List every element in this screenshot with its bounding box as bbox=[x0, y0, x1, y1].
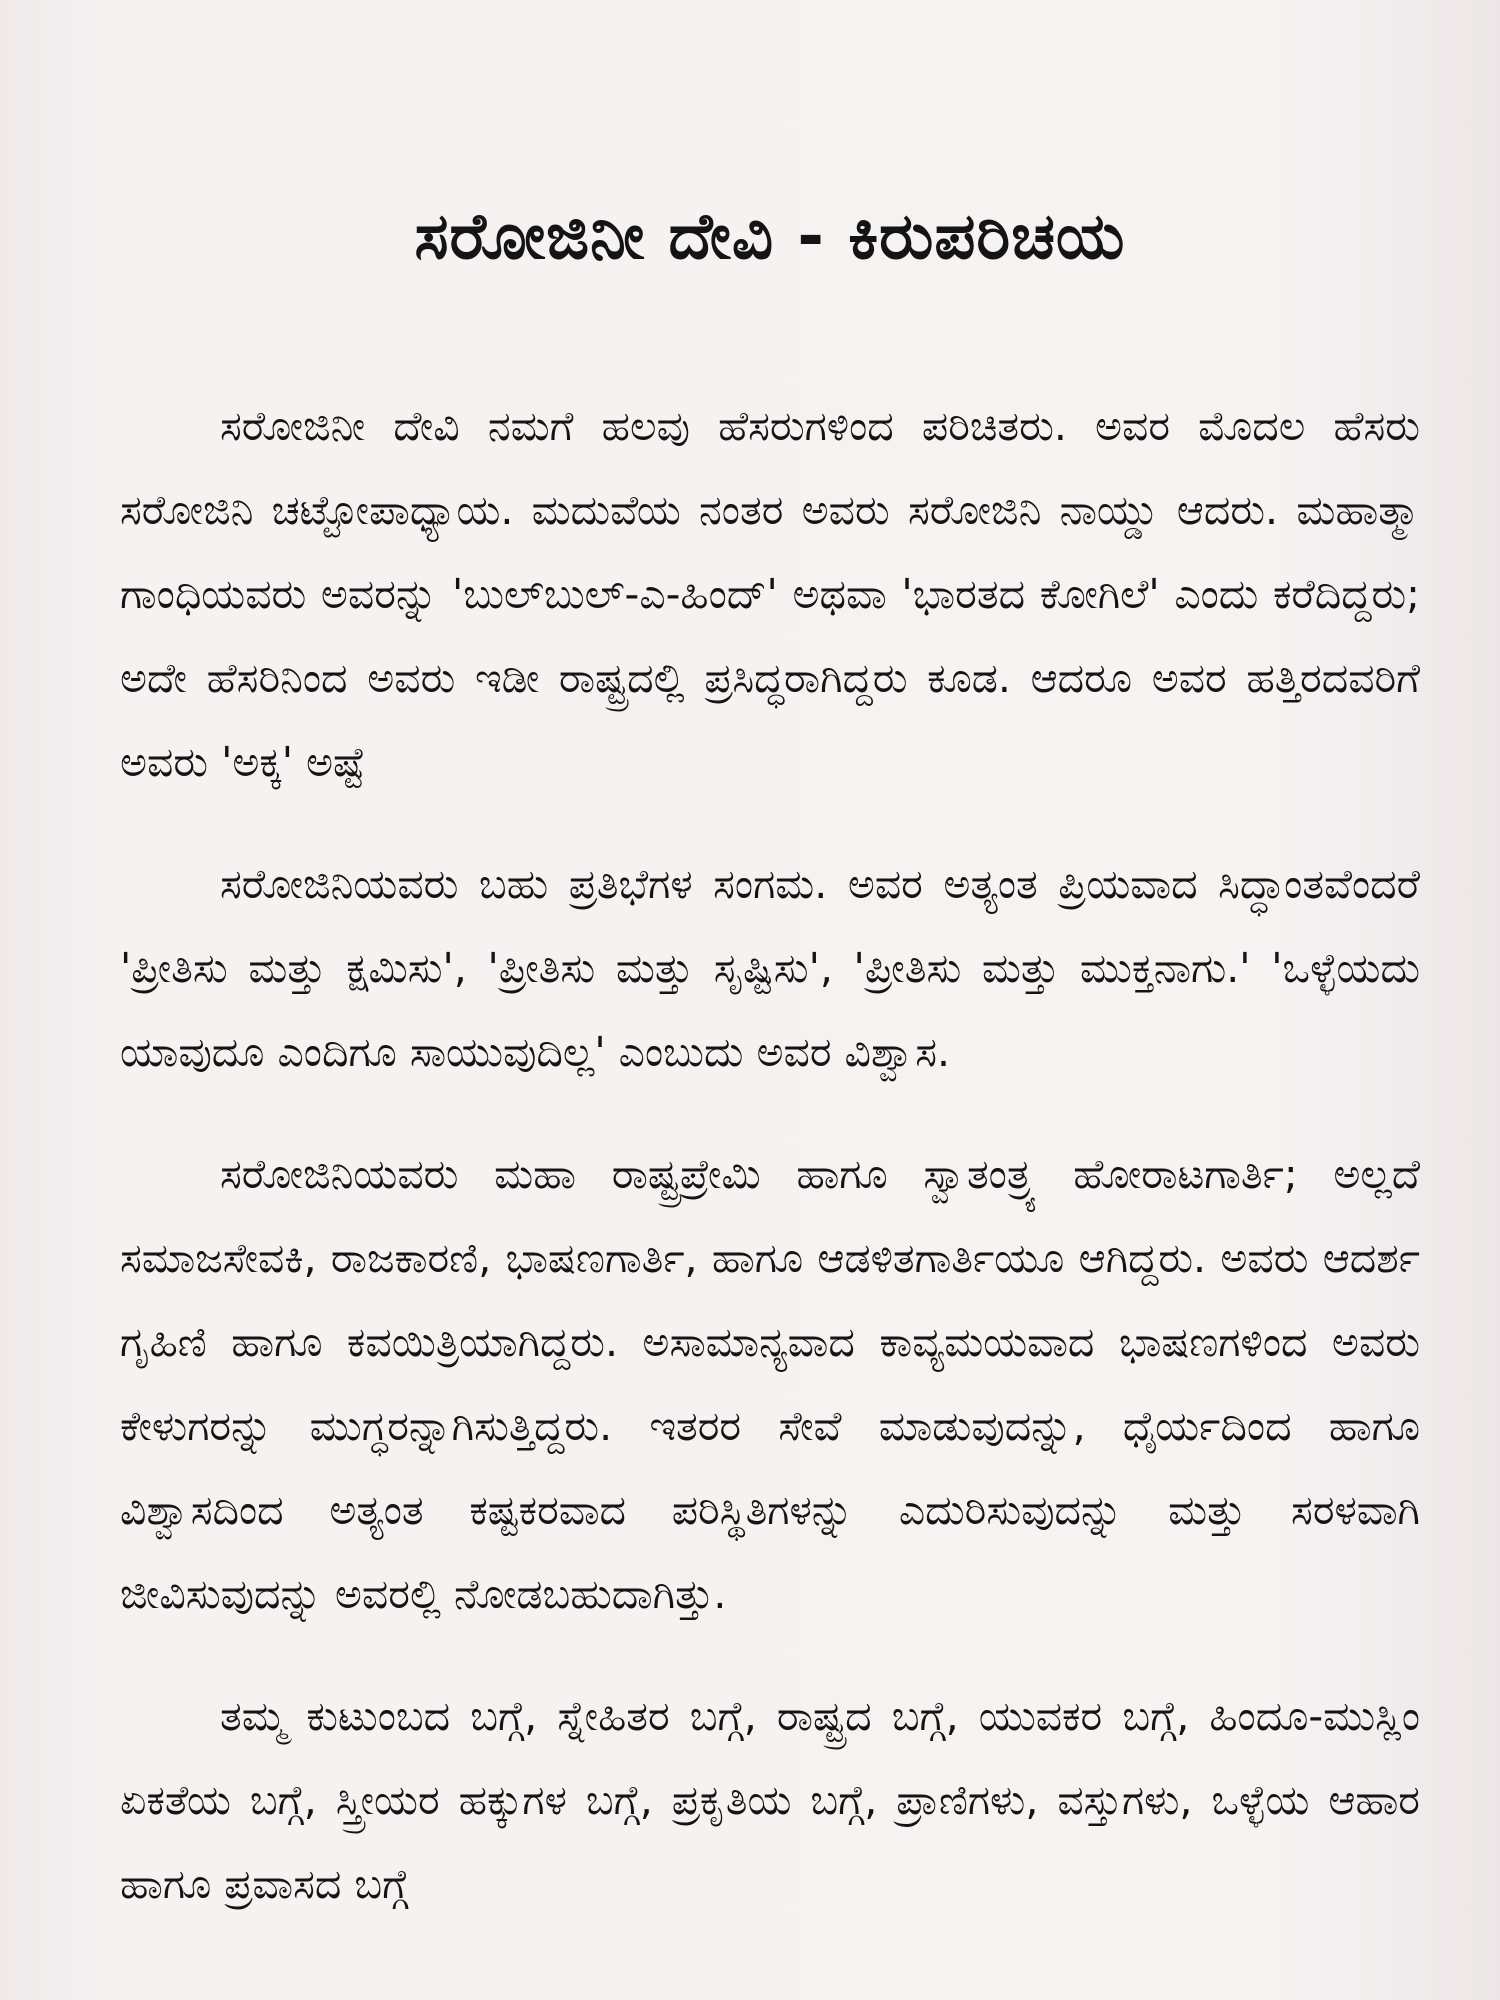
page-title: ಸರೋಜಿನೀ ದೇವಿ - ಕಿರುಪರಿಚಯ bbox=[414, 200, 1126, 274]
page-content bbox=[120, 200, 1420, 1964]
paragraph-patriot: ಸರೋಜಿನಿಯವರು ಮಹಾ ರಾಷ್ಟ್ರಪ್ರೇಮಿ ಹಾಗೂ ಸ್ವಾತಂತ್ರ್ಯ ಹೋರಾಟಗಾರ್ತಿ; ಅಲ್ಲದೆ ಸಮಾಜಸೇವಕಿ, ರಾಜಕಾರಣಿ, ಭಾಷಣಗಾರ್ತಿ, ಹಾಗೂ ಆಡಳಿತಗಾರ್ತಿಯೂ ಆಗಿದ್ದರು. ಅವರು ಆದರ್ಶ ಗೃಹಿಣಿ ಹಾಗೂ ಕವಯಿತ್ರಿಯಾಗಿದ್ದರು. ಅಸಾಮಾನ್ಯವಾದ ಕಾವ್ಯಮಯವಾದ ಭಾಷಣಗಳಿಂದ ಅವರು ಕೇಳುಗರನ್ನು ಮುಗ್ಧರನ್ನಾಗಿಸುತ್ತಿದ್ದರು. ಇತರರ ಸೇವೆ ಮಾಡುವುದನ್ನು, ಧೈರ್ಯದಿಂದ ಹಾಗೂ ವಿಶ್ವಾಸದಿಂದ ಅತ್ಯಂತ ಕಷ್ಟಕರವಾದ ಪರಿಸ್ಥಿತಿಗಳನ್ನು ಎದುರಿಸುವುದನ್ನು ಮತ್ತು ಸರಳವಾಗಿ ಜೀವಿಸುವುದನ್ನು ಅವರಲ್ಲಿ ನೋಡಬಹುದಾಗಿತ್ತು. bbox=[120, 1150, 1420, 1618]
paragraph-talents: ಸರೋಜಿನಿಯವರು ಬಹು ಪ್ರತಿಭೆಗಳ ಸಂಗಮ. ಅವರ ಅತ್ಯಂತ ಪ್ರಿಯವಾದ ಸಿದ್ಧಾಂತವೆಂದರೆ 'ಪ್ರೀತಿಸು ಮತ್ತು ಕ್ಷಮಿಸು', 'ಪ್ರೀತಿಸು ಮತ್ತು ಸೃಷ್ಟಿಸು', 'ಪ್ರೀತಿಸು ಮತ್ತು ಮುಕ್ತನಾಗು.' 'ಒಳ್ಳೆಯದು ಯಾವುದೂ ಎಂದಿಗೂ ಸಾಯುವುದಿಲ್ಲ' ಎಂಬುದು ಅವರ ವಿಶ್ವಾಸ. bbox=[120, 860, 1420, 1076]
paragraph-names: ಸರೋಜಿನೀ ದೇವಿ ನಮಗೆ ಹಲವು ಹೆಸರುಗಳಿಂದ ಪರಿಚಿತರು. ಅವರ ಮೊದಲ ಹೆಸರು ಸರೋಜಿನಿ ಚಟ್ಟೋಪಾಧ್ಯಾಯ. ಮದುವೆಯ ನಂತರ ಅವರು ಸರೋಜಿನಿ ನಾಯ್ಡು ಆದರು. ಮಹಾತ್ಮಾ ಗಾಂಧಿಯವರು ಅವರನ್ನು 'ಬುಲ್‌ಬುಲ್-ಎ-ಹಿಂದ್' ಅಥವಾ 'ಭಾರತದ ಕೋಗಿಲೆ' ಎಂದು ಕರೆದಿದ್ದರು; ಅದೇ ಹೆಸರಿನಿಂದ ಅವರು ಇಡೀ ರಾಷ್ಟ್ರದಲ್ಲಿ ಪ್ರಸಿದ್ಧರಾಗಿದ್ದರು ಕೂಡ. ಆದರೂ ಅವರ ಹತ್ತಿರದವರಿಗೆ ಅವರು 'ಅಕ್ಕ' ಅಷ್ಟೆ bbox=[120, 402, 1420, 786]
paragraph-concerns: ತಮ್ಮ ಕುಟುಂಬದ ಬಗ್ಗೆ, ಸ್ನೇಹಿತರ ಬಗ್ಗೆ, ರಾಷ್ಟ್ರದ ಬಗ್ಗೆ, ಯುವಕರ ಬಗ್ಗೆ, ಹಿಂದೂ-ಮುಸ್ಲಿಂ ಏಕತೆಯ ಬಗ್ಗೆ, ಸ್ತ್ರೀಯರ ಹಕ್ಕುಗಳ ಬಗ್ಗೆ, ಪ್ರಕೃತಿಯ ಬಗ್ಗೆ, ಪ್ರಾಣಿಗಳು, ವಸ್ತುಗಳು, ಒಳ್ಳೆಯ ಆಹಾರ ಹಾಗೂ ಪ್ರವಾಸದ ಬಗ್ಗೆ bbox=[120, 1692, 1420, 1908]
